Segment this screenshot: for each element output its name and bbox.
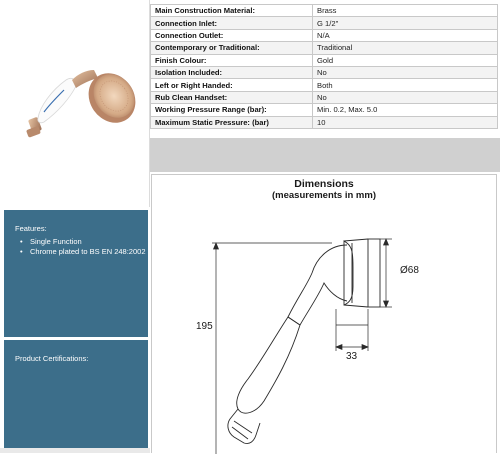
table-row — [151, 42, 498, 54]
spec-label: Contemporary or Traditional: — [151, 42, 313, 54]
spec-label: Working Pressure Range (bar): — [151, 104, 313, 116]
dimensions-subtitle: (measurements in mm) — [271, 190, 376, 201]
drawing-head-body — [344, 239, 368, 307]
spec-value: Traditional — [313, 42, 498, 54]
drawing-connector — [228, 409, 260, 444]
spec-label: Finish Colour: — [151, 54, 313, 66]
certifications-panel — [4, 340, 148, 448]
dimension-drawing — [152, 175, 496, 454]
spec-label: Main Construction Material: — [151, 5, 313, 17]
spec-value: Min. 0.2, Max. 5.0 — [313, 104, 498, 116]
list-item: • Single Function — [20, 238, 148, 247]
depth-label: 33 — [346, 351, 358, 362]
list-item: • Chrome plated to BS EN 248:2002 — [20, 248, 148, 257]
table-row — [151, 17, 498, 29]
table-row — [151, 66, 498, 78]
spec-value: G 1/2" — [313, 17, 498, 29]
features-panel — [4, 210, 148, 337]
dimensions-panel — [151, 174, 497, 453]
spec-label: Rub Clean Handset: — [151, 91, 313, 103]
spec-label: Maximum Static Pressure: (bar) — [151, 116, 313, 128]
table-row — [151, 104, 498, 116]
dimensions-title: Dimensions — [294, 178, 354, 190]
spec-value: Gold — [313, 54, 498, 66]
spec-label: Connection Inlet: — [151, 17, 313, 29]
features-list — [10, 238, 148, 257]
drawing-neck — [288, 245, 347, 317]
table-row — [151, 5, 498, 17]
ceramic-handle — [38, 78, 77, 122]
spec-value: Both — [313, 79, 498, 91]
height-label: 195 — [196, 321, 213, 332]
features-title: Features: — [15, 224, 47, 233]
product-photo — [0, 0, 149, 207]
diameter-label: Ø68 — [400, 265, 419, 276]
drawing-handle — [237, 317, 300, 413]
table-footer-shade — [150, 138, 500, 172]
table-row — [151, 91, 498, 103]
table-row — [151, 116, 498, 128]
drawing-head-face — [368, 239, 380, 307]
spec-value: Brass — [313, 5, 498, 17]
spec-value: 10 — [313, 116, 498, 128]
spec-value: No — [313, 66, 498, 78]
certifications-title: Product Certifications: — [15, 354, 89, 363]
table-row — [151, 29, 498, 41]
spec-label: Left or Right Handed: — [151, 79, 313, 91]
table-row — [151, 54, 498, 66]
bottom-strip — [0, 448, 150, 453]
spec-value: N/A — [313, 29, 498, 41]
spec-value: No — [313, 91, 498, 103]
specification-table — [150, 4, 498, 129]
product-image-panel — [0, 0, 150, 207]
spec-label: Connection Outlet: — [151, 29, 313, 41]
table-row — [151, 79, 498, 91]
spec-label: Isolation Included: — [151, 66, 313, 78]
